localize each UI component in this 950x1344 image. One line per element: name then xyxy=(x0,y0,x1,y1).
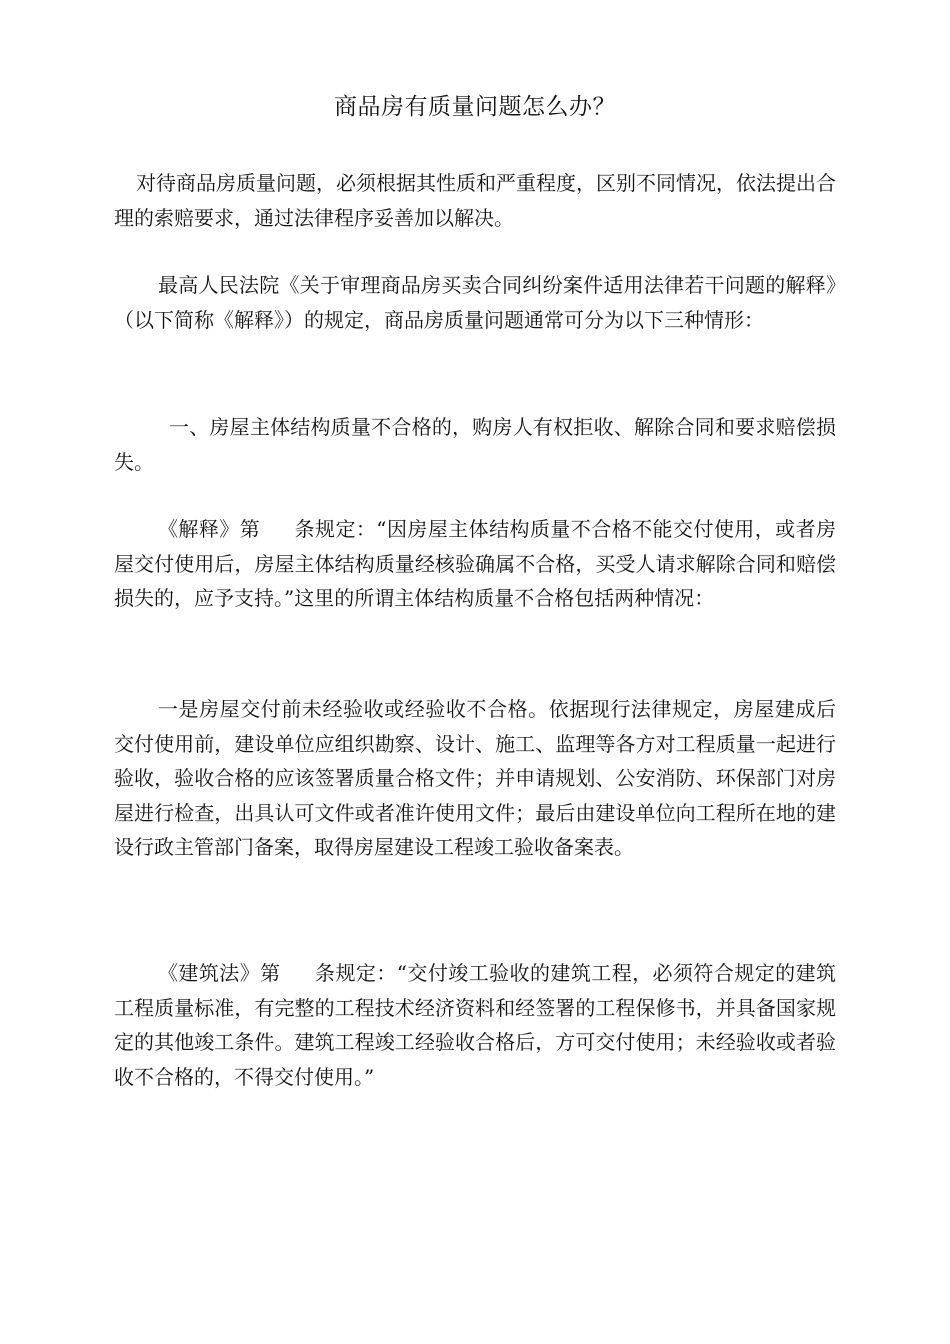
paragraph-acceptance: 一是房屋交付前未经验收或经验收不合格。依据现行法律规定，房屋建成后交付使用前，建设单位应组织勘察、设计、施工、监理等各方对工程质量一起进行验收，验收合格的应该签署质量合格文件；并申请规划、公安消防、环保部门对房屋进行检查，出具认可文件或者准许使用文件；最后由建设单位向工程所在地的建设行政主管部门备案，取得房屋建设工程竣工验收备案表。 xyxy=(114,697,836,859)
paragraph-construction-law xyxy=(114,956,836,1094)
law-reference: 《建筑法》第 xyxy=(158,961,281,985)
paragraph-interpretation: 最高人民法院《关于审理商品房买卖合同纠纷案件适用法律若干问题的解释》（以下简称《解释》）的规定，商品房质量问题通常可分为以下三种情形： xyxy=(114,273,836,332)
paragraph-intro: 对待商品房质量问题，必须根据其性质和严重程度，区别不同情况，依法提出合理的索赔要求，通过法律程序妥善加以解决。 xyxy=(114,171,836,230)
law-text: 条规定：“交付竣工验收的建筑工程，必须符合规定的建筑工程质量标准，有完整的工程技术经济资料和经签署的工程保修书，并具备国家规定的其他竣工条件。建筑工程竣工经验收合格后，方可交付使用；未经验收或者验收不合格的，不得交付使用。” xyxy=(114,961,837,1089)
article-reference: 《解释》第 xyxy=(158,517,261,541)
article-text: 条规定：“因房屋主体结构质量不合格不能交付使用，或者房屋交付使用后，房屋主体结构质量经核验确属不合格，买受人请求解除合同和赔偿损失的，应予支持。”这里的所谓主体结构质量不合格包括两种情况： xyxy=(114,517,836,610)
paragraph-case-one: 一、房屋主体结构质量不合格的，购房人有权拒收、解除合同和要求赔偿损失。 xyxy=(114,415,836,474)
document-title: 商品房有质量问题怎么办？ xyxy=(334,94,616,120)
paragraph-interpretation-article xyxy=(114,512,836,616)
